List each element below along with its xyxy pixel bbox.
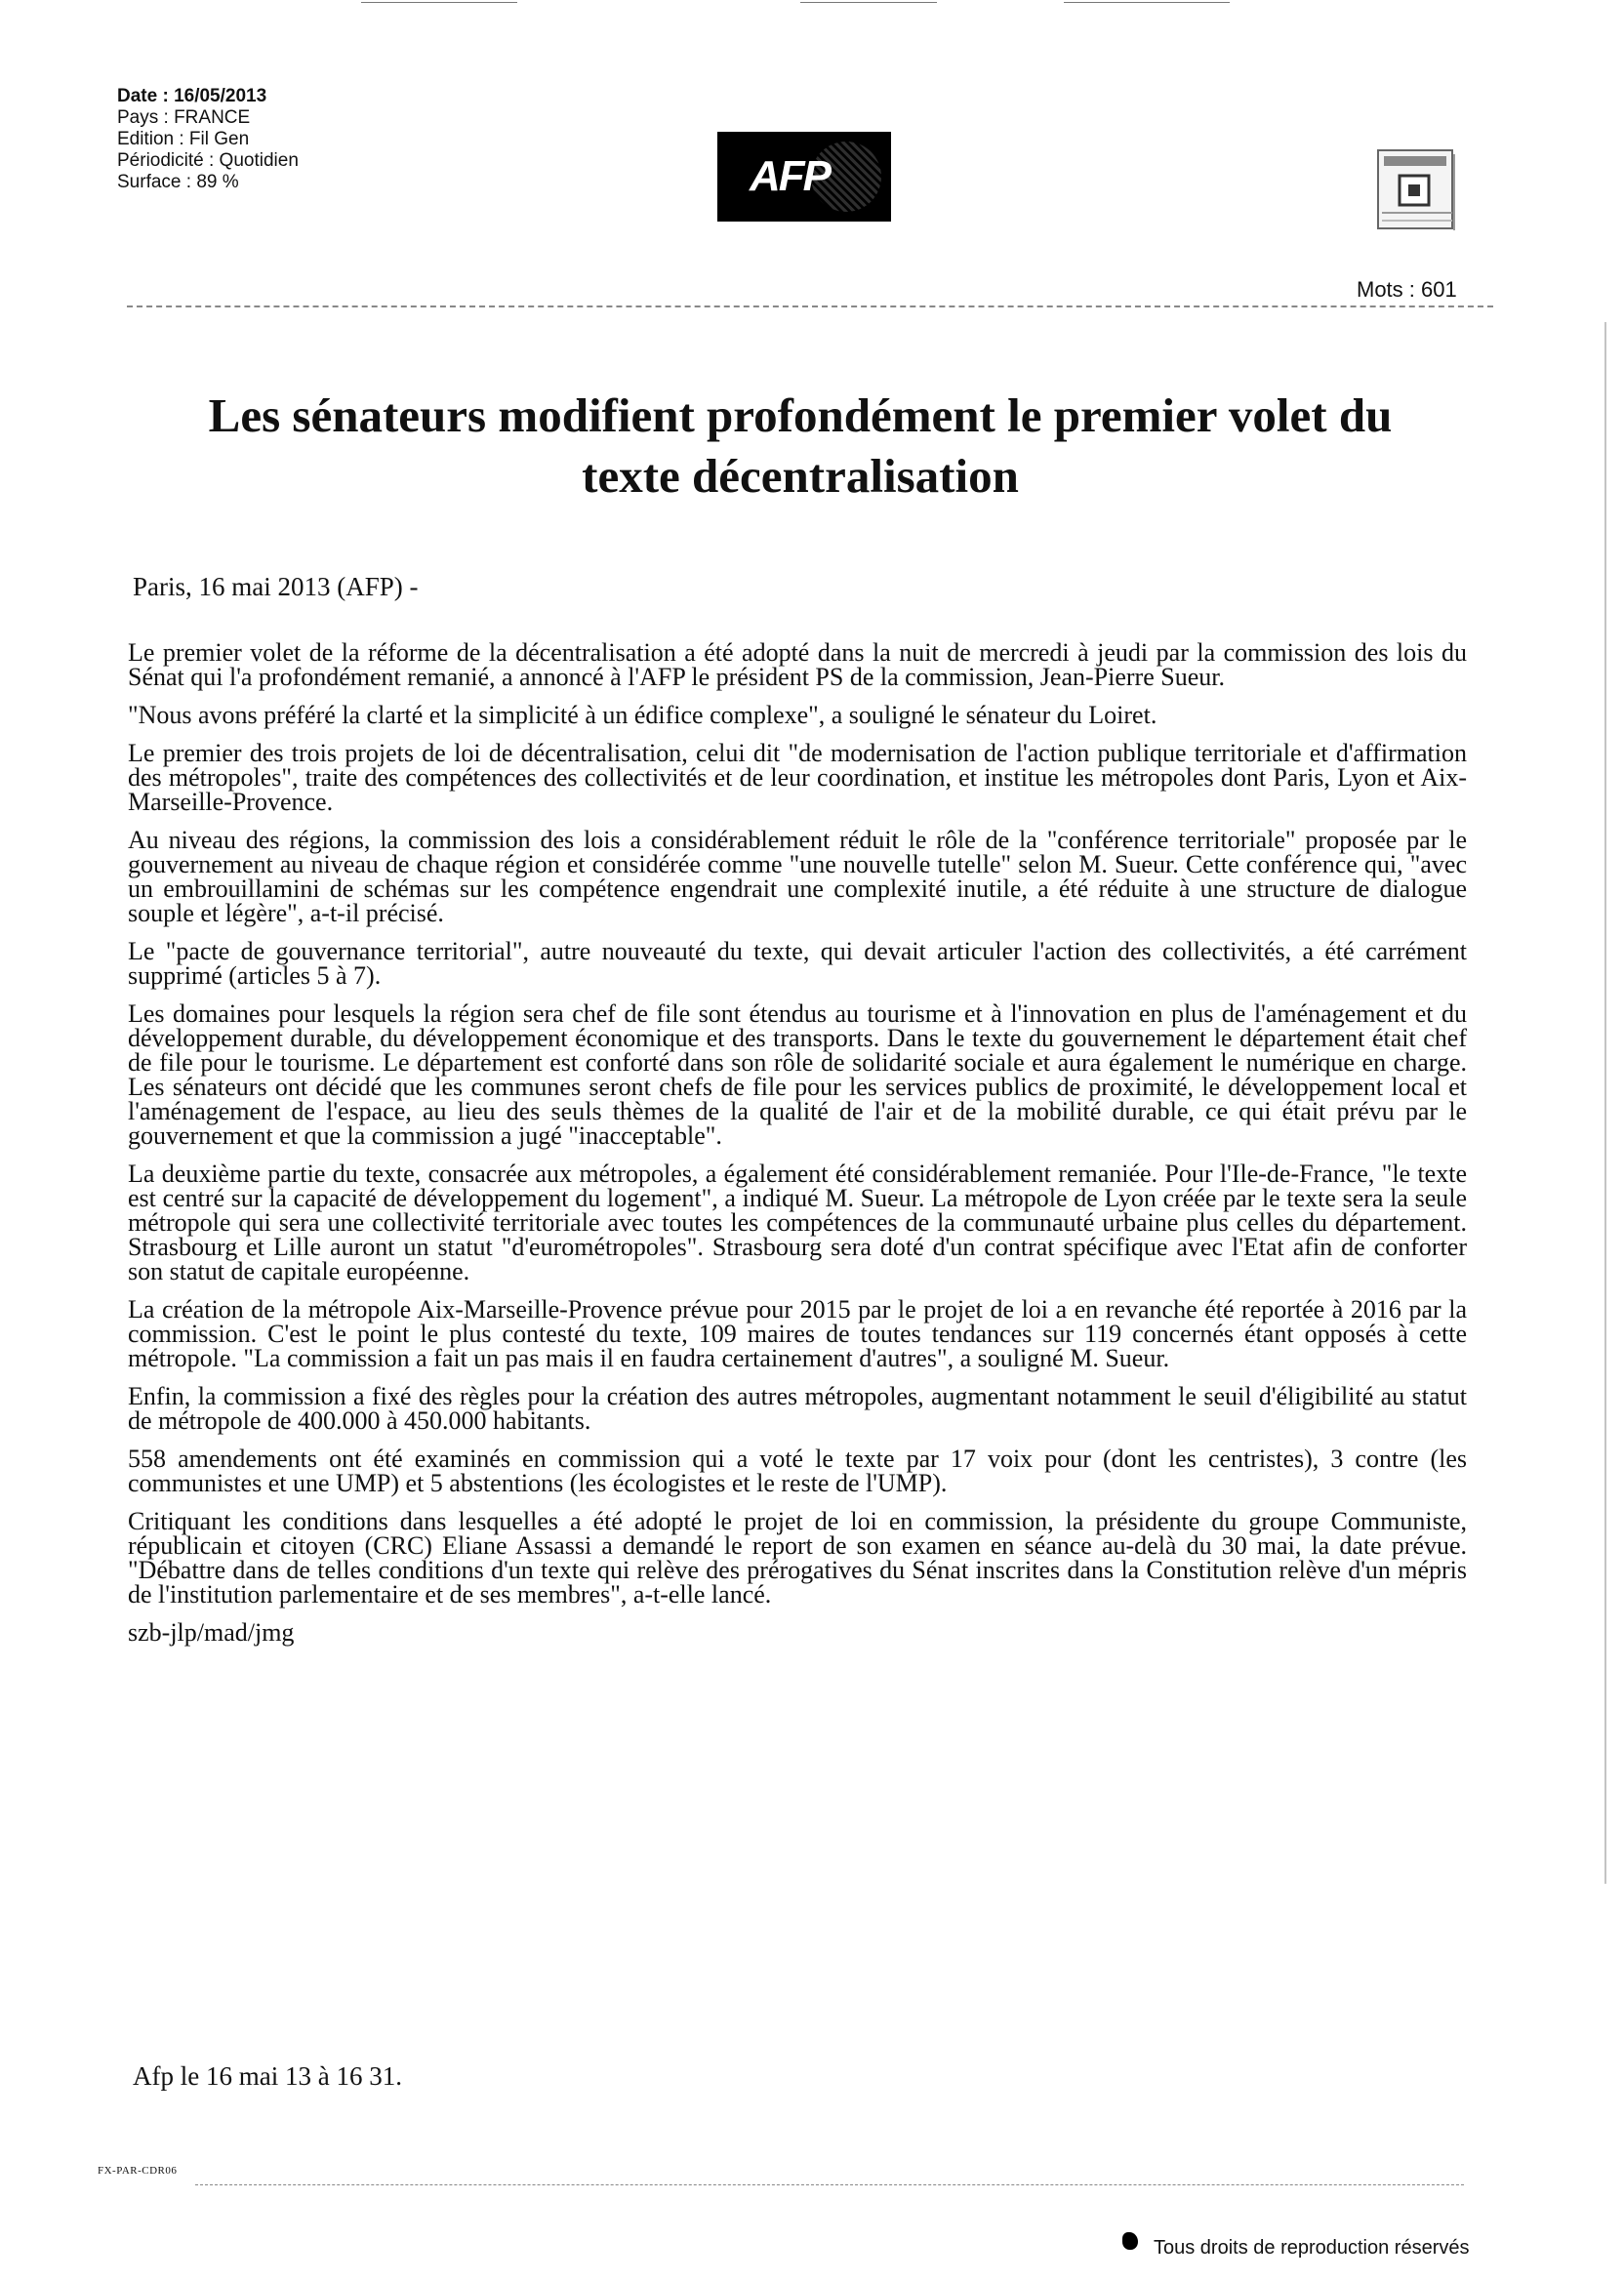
document-code: FX-PAR-CDR06 [98,2165,178,2177]
logo-text: AFP [750,152,830,200]
article-footer: Afp le 16 mai 13 à 16 31. [133,2061,402,2091]
dateline: Paris, 16 mai 2013 (AFP) - [133,572,419,601]
scan-edge [1604,322,1606,1884]
meta-surface: Surface : 89 % [117,172,239,192]
meta-date: Date : 16/05/2013 [117,86,267,106]
paragraph: "Nous avons préféré la clarté et la simplicité à un édifice complexe", a souligné le sénateur du Loiret. [128,701,1157,729]
paragraph: Le "pacte de gouvernance territorial", autre nouveauté du texte, qui devait articuler l'action des collectivités, a été carrément supprimé (articles 5 à 7). [128,937,1467,990]
word-count: Mots : 601 [1357,277,1457,302]
title-line-2: texte décentralisation [582,449,1019,503]
paragraph: 558 amendements ont été examinés en commission qui a voté le texte par 17 voix pour (dont les centristes), 3 contre (les communistes et une UMP) et 5 abstentions (les écologistes et le reste de l'UMP). [128,1445,1467,1497]
paragraph: Le premier des trois projets de loi de décentralisation, celui dit "de modernisation de l'action publique territoriale et d'affirmation des métropoles", traite des compétences des collectivités et de leur coordination, et institue les métropoles dont Paris, Lyon et Aix-Marseille-Provence. [128,739,1467,816]
paragraph: Critiquant les conditions dans lesquelles a été adopté le projet de loi en commission, la présidente du groupe Communiste, républicain et citoyen (CRC) Eliane Assassi a demandé le report de son examen en séance au-delà du 30 mai, la date prévue. "Débattre dans de telles conditions d'un texte qui relève des prérogatives du Sénat inscrites dans la Constitution relève d'un mépris de l'institution parlementaire et de ses membres", a-t-elle lancé. [128,1507,1467,1609]
scan-mark [800,2,937,3]
signature: szb-jlp/mad/jmg [128,1618,295,1647]
paragraph: La deuxième partie du texte, consacrée aux métropoles, a également été considérablement remaniée. Pour l'Ile-de-France, "le texte est centré sur la capacité de développement du logement", a indiqué M. Sueur. La métropole de Lyon créée par le texte sera la seule métropole qui sera une collectivité territoriale avec toutes les compétences de la communauté urbaine plus celles du département. Strasbourg et Lille auront un statut "d'eurométropoles". Strasbourg sera doté d'un contrat spécifique avec l'Etat afin de conforter son statut de capitale européenne. [128,1160,1467,1285]
copyright-text: Tous droits de reproduction réservés [1154,2237,1470,2259]
header-divider [127,305,1493,307]
paragraph: Enfin, la commission a fixé des règles pour la création des autres métropoles, augmentant notamment le seuil d'éligibilité au statut de métropole de 400.000 à 450.000 habitants. [128,1382,1467,1435]
metadata-block [117,86,299,193]
paragraph: Le premier volet de la réforme de la décentralisation a été adopté dans la nuit de mercredi à jeudi par la commission des lois du Sénat qui l'a profondément remanié, a annoncé à l'AFP le président PS de la commission, Jean-Pierre Sueur. [128,638,1467,691]
meta-periodicity: Périodicité : Quotidien [117,150,299,171]
footer-divider [195,2184,1464,2185]
copyright-notice [1122,2237,1470,2260]
title-line-1: Les sénateurs modifient profondément le premier volet du [208,388,1393,442]
bullet-icon [1122,2232,1138,2250]
scan-mark [361,2,517,3]
article-title [98,386,1503,507]
paragraph: La création de la métropole Aix-Marseille-Provence prévue pour 2015 par le projet de loi a en revanche été reportée à 2016 par la commission. C'est le point le plus contesté du texte, 109 maires de toutes tendances sur 119 concernés étant opposés à cette métropole. "La commission a fait un pas mais il en faudra certainement d'autres", a souligné M. Sueur. [128,1295,1467,1372]
afp-logo [717,132,891,222]
scan-mark [1064,2,1230,3]
meta-edition: Edition : Fil Gen [117,129,250,149]
paragraph: Au niveau des régions, la commission des lois a considérablement réduit le rôle de la "conférence territoriale" proposée par le gouvernement au niveau de chaque région et considérée comme "une nouvelle tutelle" selon M. Sueur. Cette conférence qui, "avec un embrouillamini de schémas sur les compétence engendrait une complexité inutile, a été réduite à une structure de dialogue souple et légère", a-t-il précisé. [128,826,1467,927]
press-stamp-icon [1374,144,1460,234]
meta-country: Pays : FRANCE [117,107,251,128]
article-body [128,640,1467,1658]
paragraph: Les domaines pour lesquels la région sera chef de file sont étendus au tourisme et à l'innovation en plus de l'aménagement et du développement durable, du développement économique et des transports. Dans le texte du gouvernement le département était chef de file pour le tourisme. Le département est conforté dans son rôle de solidarité sociale et aura également le numérique en charge. Les sénateurs ont décidé que les communes seront chefs de file pour les services publics de proximité, le développement local et l'aménagement de l'espace, au lieu des seuls thèmes de la qualité de l'air et de la mobilité durable, ce qui était prévu par le gouvernement et que la commission a jugé "inacceptable". [128,999,1467,1150]
